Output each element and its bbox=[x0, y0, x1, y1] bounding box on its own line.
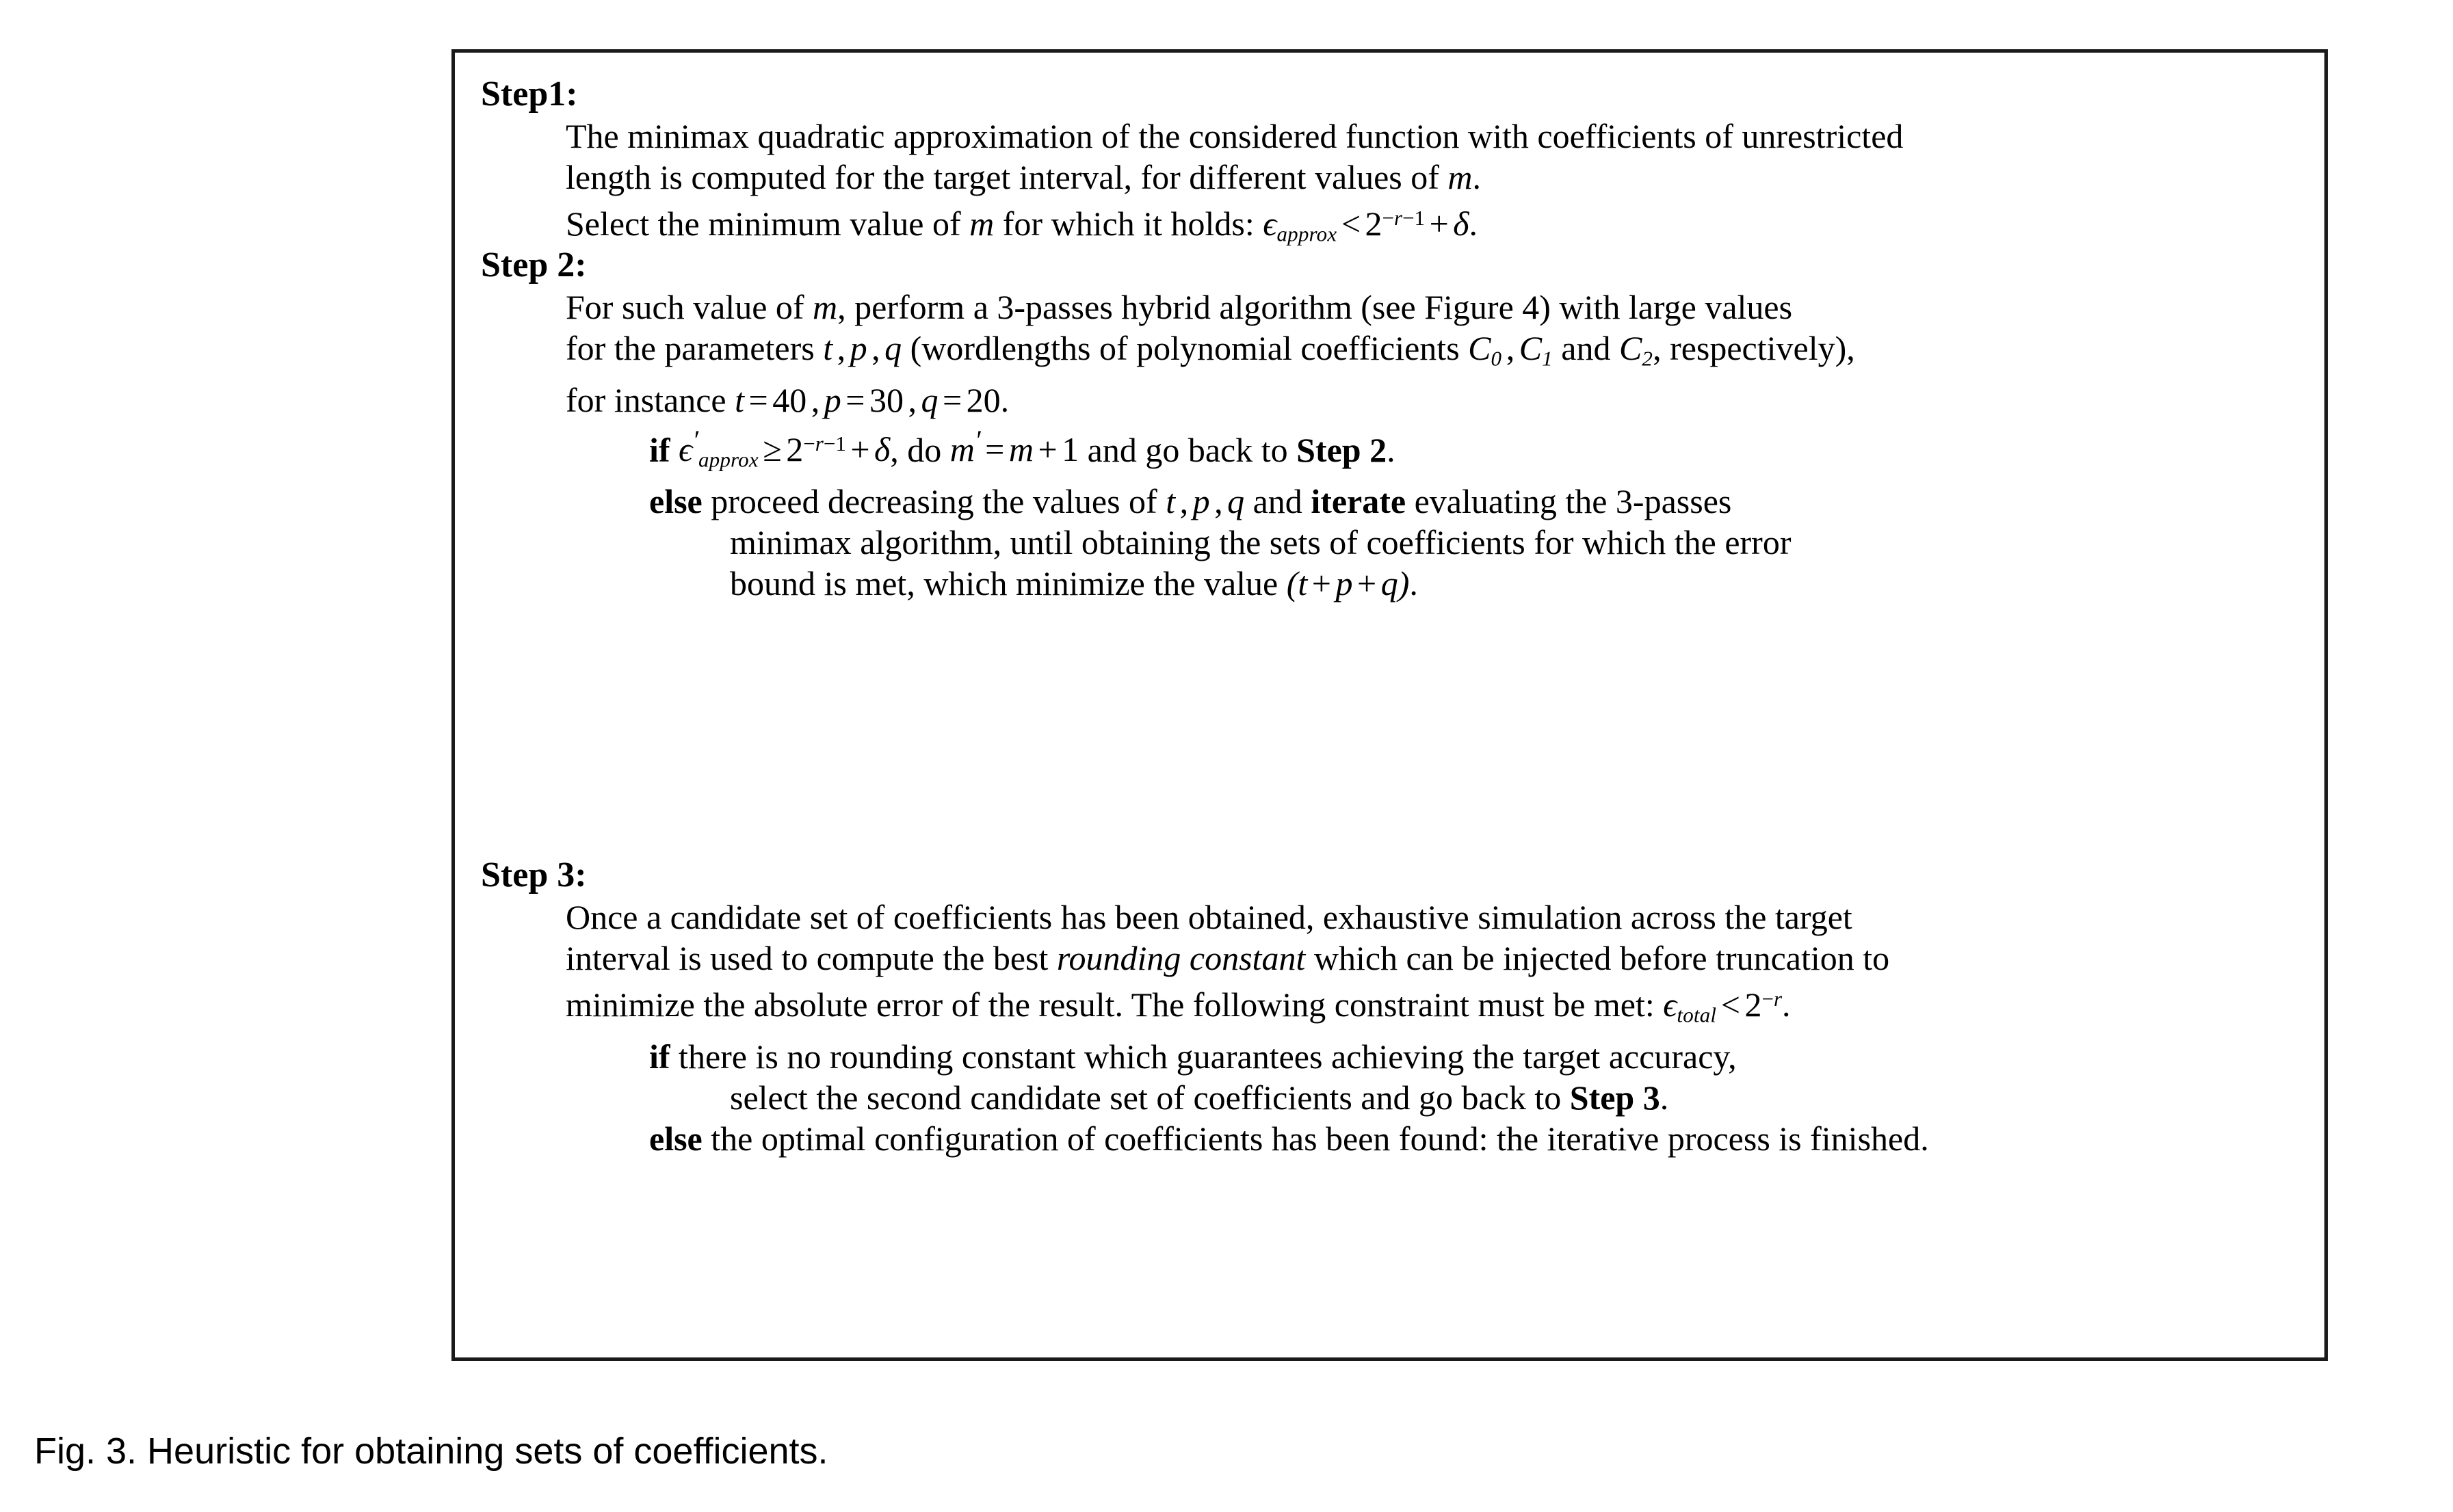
step-3-title: Step 3: bbox=[481, 856, 587, 894]
step-3-if-cont: select the second candidate set of coefficients and go back to Step 3. bbox=[730, 1078, 1669, 1117]
step-2-line-3: for instance t = 40 , p = 30 , q = 20. bbox=[566, 380, 1010, 419]
step-3-line-2: interval is used to compute the best rounding constant which can be injected before truncation to bbox=[566, 939, 1890, 977]
step-1-line-3: Select the minimum value of m for which it holds: $\epsilon_{approx} < 2^{-r-1} + \delta$. bbox=[566, 204, 1478, 246]
step-2-line-1: For such value of m, perform a 3-passes hybrid algorithm (see Figure 4) with large values bbox=[566, 288, 1793, 326]
step-2-else-line: else proceed decreasing the values of t , p , q and iterate evaluating the 3-passes bbox=[649, 482, 1732, 521]
step-2-if-line: if $\epsilon'_{approx} \ge 2^{-r-1} + \delta$, do m′ = m + 1 and go back to Step 2. bbox=[649, 425, 1395, 473]
figure-box bbox=[451, 49, 2328, 1361]
step-2-else-cont-1: minimax algorithm, until obtaining the sets of coefficients for which the error bbox=[730, 523, 1792, 562]
step-3-else-line: else the optimal configuration of coefficients has been found: the iterative process is finished. bbox=[649, 1119, 1929, 1158]
step-3-if-line: if there is no rounding constant which guarantees achieving the target accuracy, bbox=[649, 1037, 1737, 1076]
step-block-3 bbox=[455, 854, 2324, 1159]
step-3-line-1: Once a candidate set of coefficients has been obtained, exhaustive simulation across the target bbox=[566, 898, 1852, 936]
step-2-line-2: for the parameters t , p , q (wordlengths of polynomial coefficients $C_0$ , $C_1$ and $C_2$, respectively), bbox=[566, 329, 1855, 371]
step-block-1 bbox=[455, 73, 2324, 255]
step-1-title: Step1: bbox=[481, 75, 578, 114]
step-2-title: Step 2: bbox=[481, 246, 587, 284]
step-block-2 bbox=[455, 244, 2324, 604]
step-2-else-cont-2: bound is met, which minimize the value (t + p + q). bbox=[730, 564, 1418, 603]
step-1-line-1: The minimax quadratic approximation of the considered function with coefficients of unrestricted bbox=[566, 117, 1904, 155]
step-1-line-2: length is computed for the target interval, for different values of m. bbox=[566, 158, 1482, 196]
step-3-line-3: minimize the absolute error of the result. The following constraint must be met: $\epsilon_{total} < 2^{-r}$. bbox=[566, 985, 1791, 1027]
figure-caption: Fig. 3. Heuristic for obtaining sets of coefficients. bbox=[34, 1431, 828, 1472]
